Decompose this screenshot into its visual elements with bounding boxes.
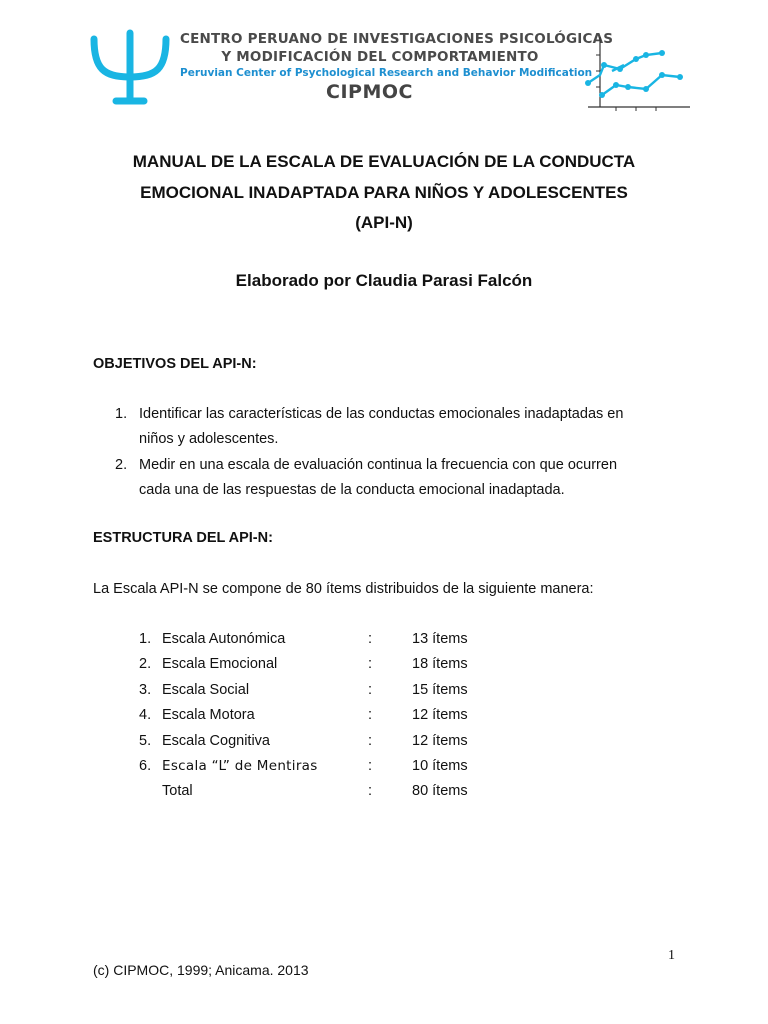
scale-number: 2. — [139, 656, 152, 672]
scale-number: 5. — [139, 733, 152, 749]
scale-separator: : — [368, 783, 373, 799]
scale-row-emocional — [139, 656, 539, 676]
scale-row-social — [139, 682, 539, 702]
scale-separator: : — [368, 656, 373, 672]
objective-item-2 — [115, 453, 675, 503]
line-chart-logo-icon — [580, 35, 692, 111]
objective-text-line-2: niños y adolescentes. — [139, 431, 279, 447]
scale-name: Total — [162, 783, 193, 799]
scale-name: Escala Motora — [162, 707, 255, 723]
psi-logo-icon — [84, 25, 176, 107]
scale-row-mentiras — [139, 758, 539, 778]
scale-item-count: 12 ítems — [412, 707, 468, 723]
scale-name: Escala Emocional — [162, 656, 278, 672]
brand-logo-text: CIPMOC — [326, 81, 413, 103]
header-line-1: CENTRO PERUANO DE INVESTIGACIONES PSICOLÓGICAS — [180, 31, 614, 47]
objective-text-line-2: cada una de las respuestas de la conducta emocional inadaptada. — [139, 482, 565, 498]
document-title-line-2: EMOCIONAL INADAPTADA PARA NIÑOS Y ADOLESCENTES — [140, 183, 628, 202]
objective-text-line-1: Medir en una escala de evaluación continua la frecuencia con que ocurren — [139, 457, 618, 473]
scale-separator: : — [368, 682, 373, 698]
page-number: 1 — [668, 948, 675, 963]
header-subtitle-english: Peruvian Center of Psychological Research and Behavior Modification — [180, 67, 593, 79]
scale-number: 4. — [139, 707, 152, 723]
scale-row-autonomica — [139, 631, 539, 651]
header-banner — [70, 17, 696, 109]
document-title-line-3: (API-N) — [355, 213, 413, 232]
scale-item-count: 80 ítems — [412, 783, 468, 799]
scale-separator: : — [368, 733, 373, 749]
scale-item-count: 12 ítems — [412, 733, 468, 749]
scale-name: Escala Cognitiva — [162, 733, 270, 749]
objective-item-1 — [115, 402, 675, 452]
objective-text-line-1: Identificar las características de las conductas emocionales inadaptadas en — [139, 406, 624, 422]
objective-number: 1. — [115, 406, 128, 422]
structure-intro: La Escala API-N se compone de 80 ítems distribuidos de la siguiente manera: — [93, 581, 594, 597]
author-line: Elaborado por Claudia Parasi Falcón — [235, 271, 533, 290]
scale-number: 6. — [139, 758, 152, 774]
scale-separator: : — [368, 758, 373, 774]
scale-item-count: 15 ítems — [412, 682, 468, 698]
scale-separator: : — [368, 707, 373, 723]
scale-row-cognitiva — [139, 733, 539, 753]
scale-row-motora — [139, 707, 539, 727]
objectives-heading: OBJETIVOS DEL API-N: — [93, 356, 257, 372]
scale-row-total — [139, 783, 539, 803]
scale-item-count: 13 ítems — [412, 631, 468, 647]
scale-item-count: 10 ítems — [412, 758, 468, 774]
objective-number: 2. — [115, 457, 128, 473]
scale-item-count: 18 ítems — [412, 656, 468, 672]
scale-name: Escala “L” de Mentiras — [162, 758, 318, 774]
scale-number: 3. — [139, 682, 152, 698]
scale-number: 1. — [139, 631, 152, 647]
scale-name: Escala Autonómica — [162, 631, 286, 647]
scale-name: Escala Social — [162, 682, 250, 698]
scale-separator: : — [368, 631, 373, 647]
footer-copyright: (c) CIPMOC, 1999; Anicama. 2013 — [93, 962, 309, 978]
document-title-line-1: MANUAL DE LA ESCALA DE EVALUACIÓN DE LA CONDUCTA — [132, 152, 636, 171]
header-line-2: Y MODIFICACIÓN DEL COMPORTAMIENTO — [221, 49, 539, 65]
structure-heading: ESTRUCTURA DEL API-N: — [93, 530, 273, 546]
